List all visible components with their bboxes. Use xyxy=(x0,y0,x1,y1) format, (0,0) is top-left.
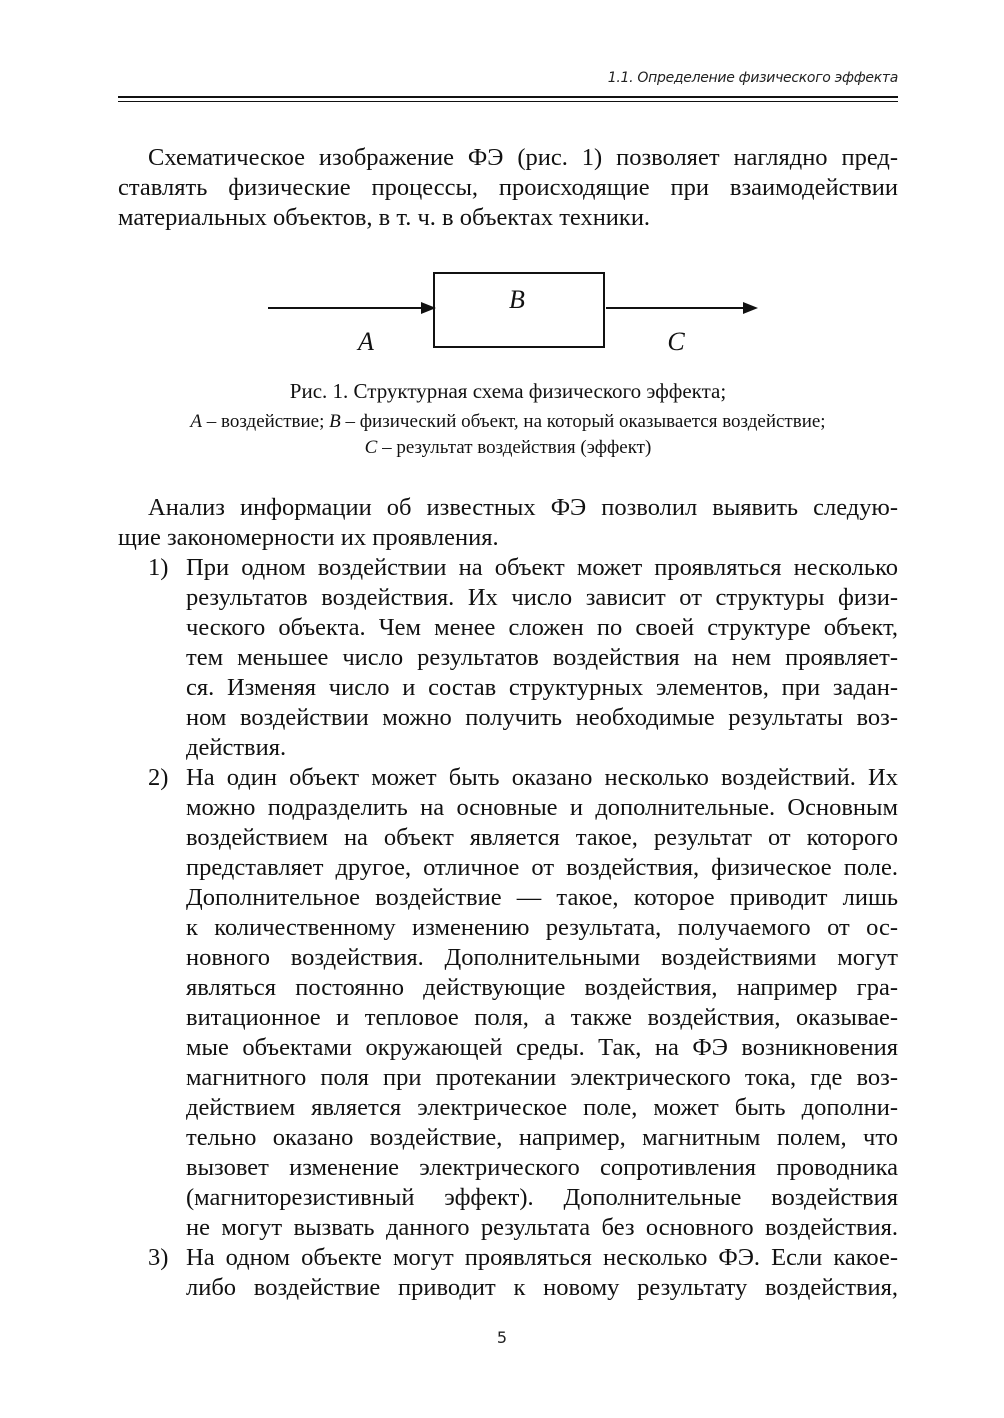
list-item-2-line: представляет другое, отличное от воздействия, физическое поле. xyxy=(186,854,898,881)
list-item-2-line: мые объектами окружающей среды. Так, на ФЭ возникновения xyxy=(186,1034,898,1061)
legend-c-text: – результат воздействия (эффект) xyxy=(377,437,652,458)
list-item-2-line: не могут вызвать данного результата без основного воздействия. xyxy=(186,1214,898,1241)
analysis-line-1: Анализ информации об известных ФЭ позволил выявить следую- xyxy=(148,494,898,521)
output-label: C xyxy=(667,327,685,356)
input-label: A xyxy=(358,327,374,356)
figure-legend-line-2 xyxy=(118,435,898,461)
list-item-2-line: На один объект может быть оказано несколько воздействий. Их xyxy=(186,764,898,791)
list-item-1-line: действия. xyxy=(186,734,287,761)
running-title: 1.1. Определение физического эффекта xyxy=(607,70,898,86)
figure-caption-title: Рис. 1. Структурная схема физического эффекта; xyxy=(289,379,727,403)
list-item-2-line: действием является электрическое поле, может быть дополни- xyxy=(186,1094,898,1121)
list-item-1-number: 1) xyxy=(148,554,169,581)
list-item-2-line: Дополнительное воздействие — такое, которое приводит лишь xyxy=(186,884,898,911)
list-item-2-line: являться постоянно действующие воздействия, например гра- xyxy=(186,974,898,1001)
list-item-2-line: вызовет изменение электрического сопротивления проводника xyxy=(186,1154,898,1181)
intro-line-3: материальных объектов, в т. ч. в объектах техники. xyxy=(118,204,651,231)
list-item-2-line: можно подразделить на основные и дополнительные. Основным xyxy=(186,794,898,821)
list-item-1-line: ном воздействии можно получить необходимые результаты воз- xyxy=(186,704,898,731)
page-number: 5 xyxy=(496,1328,508,1347)
analysis-line-2: щие закономерности их проявления. xyxy=(118,524,499,551)
legend-a-text: – воздействие; xyxy=(202,411,330,432)
legend-b-text: – физический объект, на который оказывается воздействие; xyxy=(340,411,826,432)
list-item-2-number: 2) xyxy=(148,764,169,791)
object-label: B xyxy=(509,285,525,314)
list-item-2-line: витационное и тепловое поля, а также воздействия, оказывае- xyxy=(186,1004,898,1031)
list-item-3-line: либо воздействие приводит к новому результату воздействия, xyxy=(186,1274,898,1301)
structure-diagram xyxy=(0,260,1004,370)
list-item-2-line: тельно оказано воздействие, например, магнитным полем, что xyxy=(186,1124,898,1151)
list-item-2-line: к количественному изменению результата, получаемого от ос- xyxy=(186,914,898,941)
legend-c-letter: C xyxy=(364,437,378,458)
intro-line-2: ставлять физические процессы, происходящие при взаимодействии xyxy=(118,174,898,201)
output-arrow-head xyxy=(743,302,758,314)
legend-b-letter: B xyxy=(329,411,341,432)
list-item-3-number: 3) xyxy=(148,1244,169,1271)
list-item-2-line: (магниторезистивный эффект). Дополнительные воздействия xyxy=(186,1184,898,1211)
list-item-2-line: магнитного поля при протекании электрического тока, где воз- xyxy=(186,1064,898,1091)
intro-line-1: Схематическое изображение ФЭ (рис. 1) позволяет наглядно пред- xyxy=(148,144,898,171)
header-rule-thin xyxy=(118,101,898,102)
list-item-1-line: При одном воздействии на объект может проявляться несколько xyxy=(186,554,898,581)
list-item-1-line: ся. Изменяя число и состав структурных элементов, при задан- xyxy=(186,674,898,701)
list-item-1-line: тем меньшее число результатов воздействия на нем проявляет- xyxy=(186,644,898,671)
list-item-1-line: ческого объекта. Чем менее сложен по своей структуре объект, xyxy=(186,614,898,641)
list-item-2-line: новного воздействия. Дополнительными воздействиями могут xyxy=(186,944,898,971)
legend-a-letter: A xyxy=(190,411,203,432)
list-item-2-line: воздействием на объект является такое, результат от которого xyxy=(186,824,898,851)
list-item-1-line: результатов воздействия. Их число зависит от структуры физи- xyxy=(186,584,898,611)
figure-legend-line-1 xyxy=(118,409,898,435)
list-item-3-line: На одном объекте могут проявляться несколько ФЭ. Если какое- xyxy=(186,1244,898,1271)
header-rule-thick xyxy=(118,96,898,98)
